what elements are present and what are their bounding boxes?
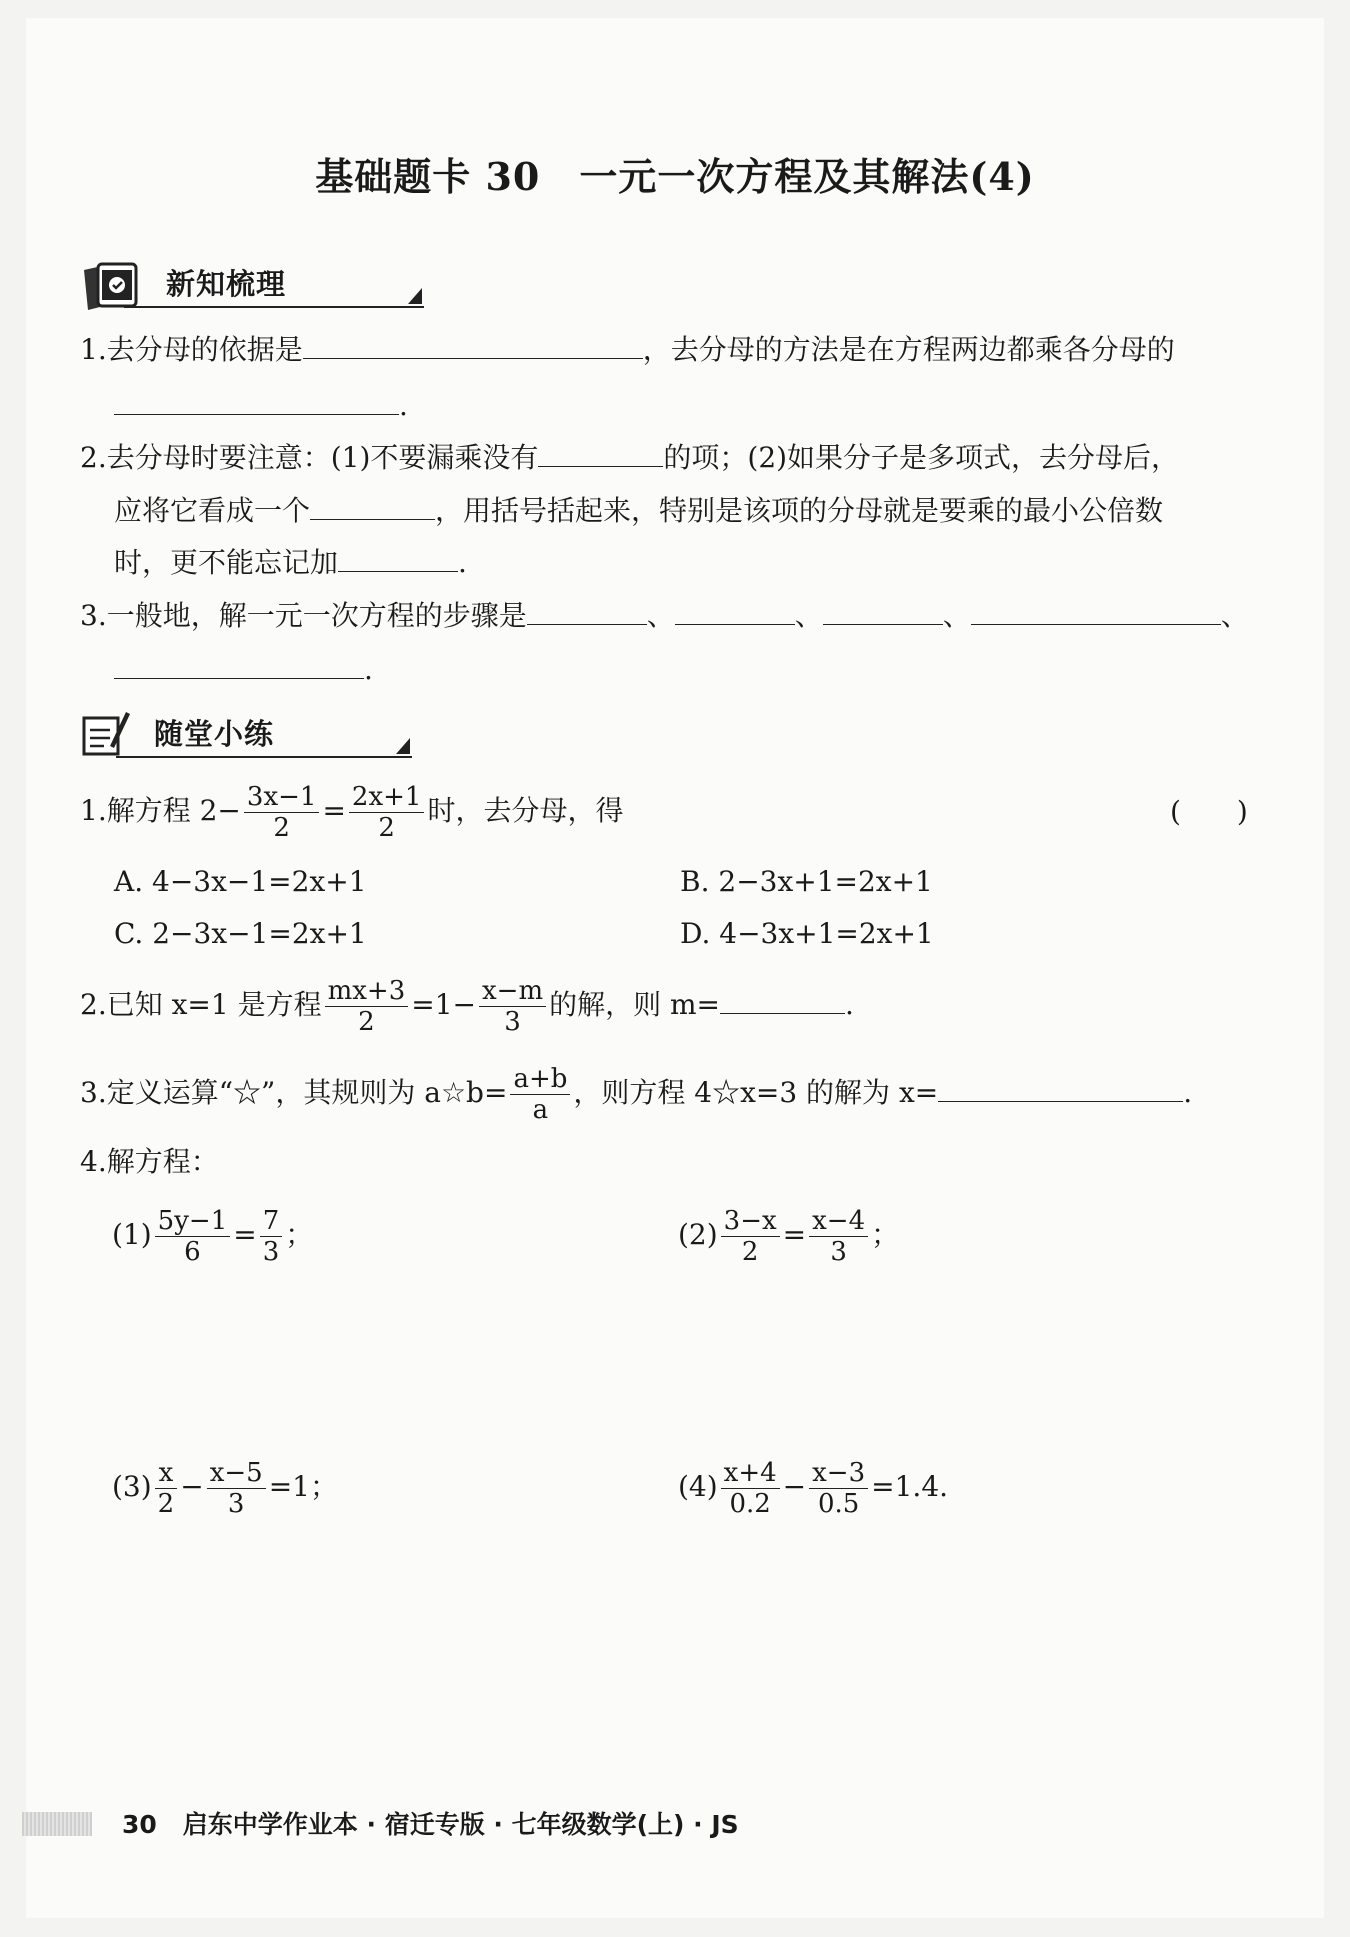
question-2-line-1: 2.去分母时要注意：(1)不要漏乘没有 的项；(2)如果分子是多项式，去分母后， <box>80 436 1179 478</box>
answer-blank[interactable] <box>720 983 845 1014</box>
section-label: 新知梳理 <box>166 267 287 301</box>
equation-part-3: (3) $\frac{x}{2}$ − $\frac{x-5}{3}$ =1； <box>112 1458 338 1519</box>
answer-blank[interactable] <box>538 436 663 467</box>
option-b[interactable]: B. 2−3x+1=2x+1 <box>680 865 933 898</box>
answer-blank[interactable] <box>114 384 399 415</box>
fraction: $\frac{x}{2}$ <box>155 1458 178 1519</box>
question-2-line-2: 应将它看成一个 ，用括号括起来，特别是该项的分母就是要乘的最小公倍数 <box>114 489 1163 531</box>
section-header-practice <box>80 706 350 766</box>
pen-paper-icon <box>80 706 132 758</box>
practice-question-2: 2.已知 x=1 是方程 $\frac{mx+3}{2}$ =1− $\frac{x-m}{3}$ 的解，则 m= . <box>80 976 854 1037</box>
option-c[interactable]: C. 2−3x−1=2x+1 <box>114 917 367 950</box>
question-1-line-2: . <box>114 384 408 426</box>
fraction: $\frac{2x+1}{2}$ <box>349 782 425 843</box>
fraction: $\frac{5y-1}{6}$ <box>155 1206 231 1267</box>
page-number: 30 <box>122 1810 157 1839</box>
answer-blank[interactable] <box>303 328 643 359</box>
answer-blank[interactable] <box>938 1071 1183 1102</box>
fraction: $\frac{x-3}{0.5}$ <box>809 1458 868 1519</box>
answer-blank[interactable] <box>338 541 458 572</box>
answer-blank[interactable] <box>971 594 1221 625</box>
book-title: 启东中学作业本 · 宿迁专版 · 七年级数学(上) · JS <box>182 1810 739 1839</box>
fraction: $\frac{7}{3}$ <box>260 1206 283 1267</box>
option-d[interactable]: D. 4−3x+1=2x+1 <box>680 917 934 950</box>
notebook-icon <box>80 260 142 312</box>
fraction: $\frac{x-4}{3}$ <box>809 1206 868 1267</box>
practice-question-1: 1.解方程 2− $\frac{3x-1}{2}$ = $\frac{2x+1}{2}$ 时，去分母，得 <box>80 782 624 843</box>
practice-question-3: 3.定义运算“☆”，其规则为 a☆b= $\frac{a+b}{a}$ ，则方程 4☆x=3 的解为 x= . <box>80 1064 1193 1125</box>
page-footer <box>122 1805 739 1841</box>
page-title: 基础题卡 30 一元一次方程及其解法(4) <box>315 154 1035 199</box>
question-2-line-3: 时，更不能忘记加 . <box>114 541 467 583</box>
fraction: $\frac{x-m}{3}$ <box>479 976 546 1037</box>
answer-paren[interactable]: ( ) <box>1170 795 1248 828</box>
fraction: $\frac{mx+3}{2}$ <box>325 976 409 1037</box>
fraction: $\frac{3x-1}{2}$ <box>244 782 320 843</box>
section-header-knowledge <box>80 258 350 318</box>
fraction: $\frac{x-5}{3}$ <box>207 1458 266 1519</box>
equation-part-2: (2) $\frac{3-x}{2}$ = $\frac{x-4}{3}$ ； <box>678 1206 900 1267</box>
answer-blank[interactable] <box>675 594 795 625</box>
practice-question-4: 4.解方程： <box>80 1145 219 1178</box>
equation-part-4: (4) $\frac{x+4}{0.2}$ − $\frac{x-3}{0.5}$ =1.4. <box>678 1458 949 1519</box>
answer-blank[interactable] <box>114 648 364 679</box>
fraction: $\frac{x+4}{0.2}$ <box>721 1458 780 1519</box>
answer-blank[interactable] <box>823 594 943 625</box>
option-a[interactable]: A. 4−3x−1=2x+1 <box>114 865 367 898</box>
question-3-line-1: 3.一般地，解一元一次方程的步骤是 、 、 、 、 <box>80 594 1249 636</box>
footer-bar <box>22 1812 92 1836</box>
section-label: 随堂小练 <box>154 717 275 751</box>
answer-blank[interactable] <box>527 594 647 625</box>
question-1-line-1: 1.去分母的依据是 ，去分母的方法是在方程两边都乘各分母的 <box>80 328 1175 370</box>
fraction: $\frac{3-x}{2}$ <box>721 1206 780 1267</box>
fraction: $\frac{a+b}{a}$ <box>510 1064 570 1125</box>
equation-part-1: (1) $\frac{5y-1}{6}$ = $\frac{7}{3}$ ； <box>112 1206 314 1267</box>
answer-blank[interactable] <box>310 489 435 520</box>
question-3-line-2: . <box>114 648 373 690</box>
